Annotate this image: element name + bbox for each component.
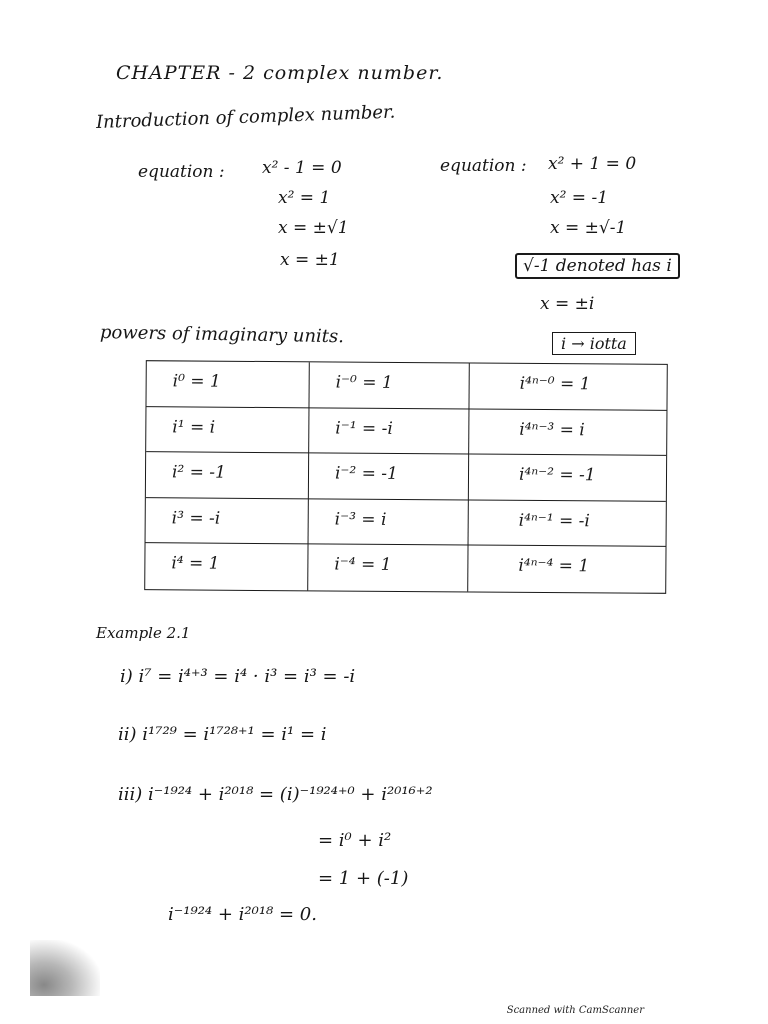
- table-cell: i⁻² = -1: [309, 454, 469, 501]
- intro-heading: Introduction of complex number.: [95, 101, 396, 133]
- right-equation-label: equation :: [440, 156, 527, 176]
- example-line: ii) i¹⁷²⁹ = i¹⁷²⁸⁺¹ = i¹ = i: [118, 724, 327, 745]
- right-equation-result: x = ±i: [540, 294, 595, 314]
- example-line: = 1 + (-1): [318, 868, 409, 889]
- left-equation-line: x = ±1: [280, 250, 340, 270]
- table-cell: i⁻⁴ = 1: [308, 545, 468, 592]
- right-equation-line: x = ±√-1: [550, 218, 627, 238]
- table-cell: i⁴ⁿ⁻¹ = -i: [469, 500, 666, 547]
- example-line: i⁻¹⁹²⁴ + i²⁰¹⁸ = 0.: [168, 904, 317, 925]
- table-cell: i² = -1: [146, 452, 309, 499]
- table-cell: i¹ = i: [146, 407, 309, 454]
- table-cell: i⁻⁰ = 1: [309, 362, 469, 409]
- table-cell: i⁰ = 1: [146, 361, 309, 408]
- left-equation-line: x = ±√1: [278, 218, 349, 238]
- table-cell: i⁴ = 1: [145, 544, 308, 591]
- right-equation-line: x² = -1: [550, 188, 609, 208]
- example-line: iii) i⁻¹⁹²⁴ + i²⁰¹⁸ = (i)⁻¹⁹²⁴⁺⁰ + i²⁰¹⁶⁺²: [118, 784, 433, 805]
- table-cell: i³ = -i: [146, 498, 309, 545]
- powers-table: [144, 360, 668, 594]
- left-equation-line: x² = 1: [278, 188, 331, 208]
- left-equation-line: x² - 1 = 0: [262, 158, 342, 178]
- example-line: i) i⁷ = i⁴⁺³ = i⁴ · i³ = i³ = -i: [120, 666, 356, 687]
- table-cell: i⁴ⁿ⁻² = -1: [469, 455, 666, 502]
- right-equation-line: x² + 1 = 0: [548, 154, 637, 174]
- denoted-note-box: √-1 denoted has i: [515, 253, 680, 279]
- left-equation-label: equation :: [138, 162, 225, 182]
- table-cell: i⁴ⁿ⁻⁰ = 1: [469, 363, 666, 410]
- scan-shadow: [30, 940, 100, 996]
- table-cell: i⁻³ = i: [309, 499, 469, 546]
- iota-note-box: i → iotta: [552, 332, 636, 355]
- chapter-heading: CHAPTER - 2 complex number.: [116, 62, 444, 84]
- example-heading: Example 2.1: [96, 624, 191, 642]
- table-cell: i⁴ⁿ⁻⁴ = 1: [518, 556, 590, 577]
- table-cell: i⁴ⁿ⁻³ = i: [469, 409, 666, 456]
- scanner-watermark: Scanned with CamScanner: [506, 1005, 644, 1016]
- example-line: = i⁰ + i²: [318, 830, 392, 851]
- table-cell: i⁻¹ = -i: [309, 408, 469, 455]
- powers-heading: powers of imaginary units.: [99, 322, 345, 348]
